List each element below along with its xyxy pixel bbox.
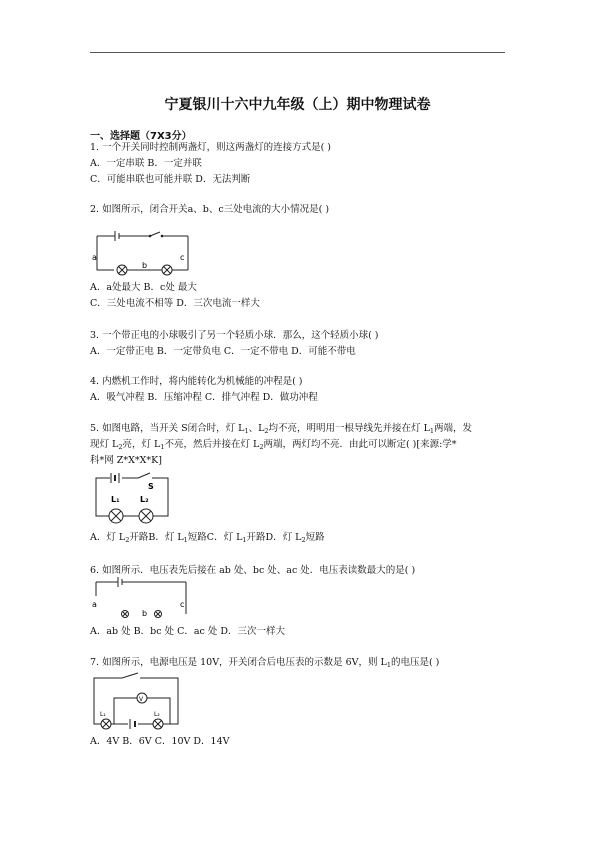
question-7-circuit-diagram (92, 672, 182, 732)
question-5-stem-line2: 现灯 $L_2$亮，灯 $L_1$不亮，然后并接在灯 $L_2$两端，两灯均不亮．由此可以断定( )[来源:学* (90, 439, 457, 451)
label-l2: L₂ (140, 495, 149, 504)
label-l1: L₁ (111, 495, 120, 504)
question-6-options: A．ab 处 B．bc 处 C．ac 处 D．三次一样大 (90, 626, 285, 637)
label-l2: L₂ (154, 711, 160, 718)
question-5-stem-line3: 科*网 Z*X*X*K] (90, 455, 162, 466)
question-7-options: A．4V B．6V C．10V D．14V (90, 736, 230, 747)
label-v: V (139, 696, 144, 703)
question-2-circuit-diagram (92, 226, 192, 278)
question-3-stem: 3. 一个带正电的小球吸引了另一个轻质小球．那么，这个轻质小球( ) (90, 330, 379, 341)
page-title: 宁夏银川十六中九年级（上）期中物理试卷 (164, 97, 431, 113)
question-7-stem: 7. 如图所示，电源电压是 10V，开关闭合后电压表的示数是 6V，则 $L_1$的电压是( ) (90, 657, 440, 669)
question-1-stem: 1. 一个开关同时控制两盏灯，则这两盏灯的连接方式是( ) (90, 142, 332, 153)
header-rule (90, 52, 505, 53)
question-6-circuit-diagram (92, 576, 192, 620)
label-b: b (142, 261, 148, 270)
question-6-stem: 6. 如图所示．电压表先后接在 ab 处、bc 处、ac 处．电压表读数最大的是( ) (90, 565, 416, 576)
label-c: c (180, 600, 185, 609)
question-5-circuit-diagram (94, 472, 174, 526)
label-b: b (142, 609, 148, 618)
label-a: a (92, 253, 97, 262)
question-1-options-b: C．可能串联也可能并联 D．无法判断 (90, 174, 251, 185)
question-5-options: A．灯 $L_2$开路B．灯 $L_1$短路C．灯 $L_1$开路D．灯 $L_2$短路 (90, 532, 325, 544)
question-2-stem: 2. 如图所示，闭合开关a、b、c三处电流的大小情况是( ) (90, 204, 330, 215)
question-3-options: A．一定带正电 B．一定带负电 C．一定不带电 D．可能不带电 (90, 346, 356, 357)
question-4-options: A．吸气冲程 B．压缩冲程 C．排气冲程 D．做功冲程 (90, 392, 318, 403)
question-1-options-a: A．一定串联 B．一定并联 (90, 158, 202, 169)
label-a: a (92, 600, 97, 609)
section-heading: 一、选择题（7X3分） (90, 131, 192, 142)
label-s: S (148, 482, 154, 491)
question-2-options-b: C．三处电流不相等 D．三次电流一样大 (90, 298, 260, 309)
question-4-stem: 4. 内燃机工作时，将内能转化为机械能的冲程是( ) (90, 376, 303, 387)
question-2-options-a: A．a处最大 B．c处 最大 (90, 282, 197, 293)
label-l1: L₁ (100, 711, 106, 718)
label-c: c (180, 253, 185, 262)
question-5-stem-line1: 5. 如图电路，当开关 S闭合时，灯 $L_1$、$L_2$均不亮，明明用一根导线先并接在灯 $L_1$两端，发 (90, 423, 473, 435)
